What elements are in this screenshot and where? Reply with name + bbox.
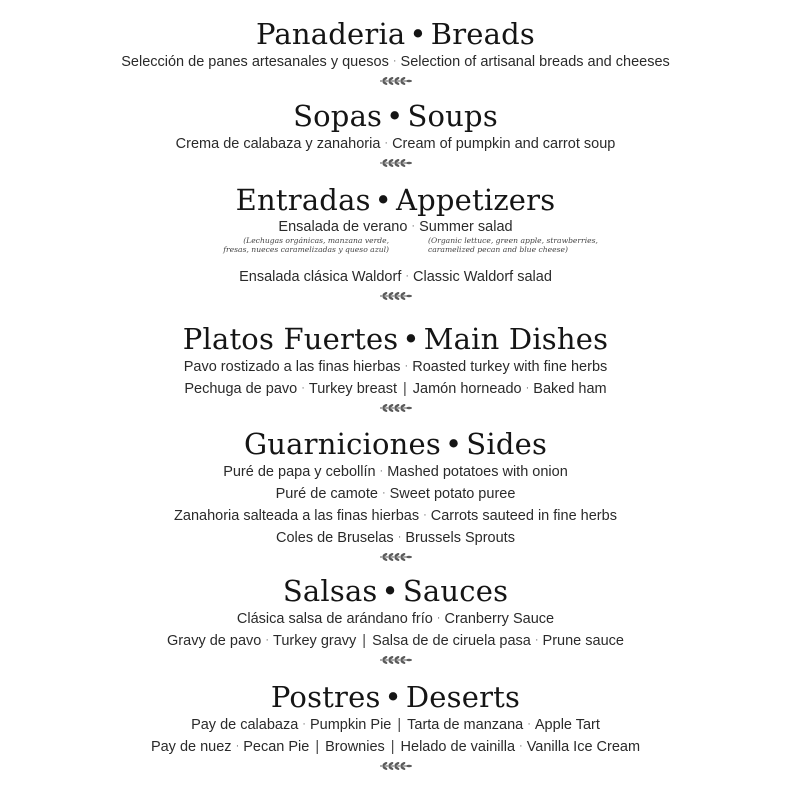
item-english: Sweet potato puree xyxy=(389,486,516,502)
pair-separator: · xyxy=(534,634,539,646)
item-spanish: Jamón horneado xyxy=(412,381,522,397)
section-title xyxy=(0,183,791,217)
description-line: fresas, nueces caramelizadas y queso azul) xyxy=(223,245,389,254)
pair-separator: · xyxy=(527,718,531,730)
item-english: Brussels Sprouts xyxy=(405,530,515,546)
title-separator: • xyxy=(381,574,399,608)
pair-separator: · xyxy=(404,360,409,372)
pair-separator: · xyxy=(381,487,386,499)
pair-separator: · xyxy=(302,718,306,730)
title-english: Sauces xyxy=(402,574,509,608)
item-english: Cranberry Sauce xyxy=(444,611,555,627)
section-sauces xyxy=(0,574,791,665)
pair-separator: · xyxy=(436,612,441,624)
section-title xyxy=(0,574,791,608)
sprig-divider-icon xyxy=(376,552,416,562)
pair-separator: · xyxy=(519,740,523,752)
menu-item xyxy=(0,608,791,630)
item-english: Cream of pumpkin and carrot soup xyxy=(392,136,616,152)
item-spanish: Ensalada de verano xyxy=(278,219,408,235)
title-spanish: Postres xyxy=(270,680,381,714)
pair-separator: · xyxy=(265,634,270,646)
item-spanish: Crema de calabaza y zanahoria xyxy=(175,136,381,152)
pair-separator: · xyxy=(397,531,402,543)
title-spanish: Sopas xyxy=(293,99,383,133)
section-title xyxy=(0,99,791,133)
item-english: Pecan Pie xyxy=(243,739,310,755)
item-english: Roasted turkey with fine herbs xyxy=(412,359,608,375)
menu-item xyxy=(0,461,791,483)
item-spanish: Coles de Bruselas xyxy=(276,530,394,546)
title-separator: • xyxy=(444,427,463,461)
title-spanish: Salsas xyxy=(282,574,378,608)
item-spanish: Pechuga de pavo xyxy=(184,381,298,397)
pair-separator: · xyxy=(423,509,427,521)
menu-item xyxy=(0,378,791,400)
item-spanish: Tarta de manzana xyxy=(407,717,524,733)
description-line: caramelized pecan and blue cheese) xyxy=(428,245,568,254)
pair-separator: · xyxy=(525,382,530,394)
menu-item xyxy=(0,356,791,378)
item-english: Classic Waldorf salad xyxy=(413,269,552,285)
title-separator: • xyxy=(409,17,427,51)
description-english xyxy=(428,236,598,254)
item-english: Prune sauce xyxy=(542,633,624,649)
title-separator: • xyxy=(384,680,402,714)
menu-item xyxy=(0,483,791,505)
item-spanish: Pavo rostizado a las finas hierbas xyxy=(183,359,401,375)
title-english: Sides xyxy=(466,427,548,461)
item-english: Vanilla Ice Cream xyxy=(526,739,641,755)
item-spanish: Pay de nuez xyxy=(150,739,232,755)
sprig-divider-icon xyxy=(376,76,416,86)
item-separator: | xyxy=(397,717,402,733)
sprig-divider-icon xyxy=(376,655,416,665)
item-english: Carrots sauteed in fine herbs xyxy=(430,508,617,524)
menu-item xyxy=(0,736,791,758)
item-spanish: Pay de calabaza xyxy=(191,717,299,733)
menu-item xyxy=(0,217,791,236)
title-english: Main Dishes xyxy=(423,322,609,356)
section-title xyxy=(0,427,791,461)
sprig-divider-icon xyxy=(376,291,416,301)
title-english: Appetizers xyxy=(395,183,556,217)
item-english: Mashed potatoes with onion xyxy=(387,464,568,480)
item-english: Pumpkin Pie xyxy=(309,717,392,733)
section-main-dishes xyxy=(0,322,791,413)
menu-item xyxy=(0,714,791,736)
item-spanish: Ensalada clásica Waldorf xyxy=(239,269,402,285)
pair-separator: · xyxy=(411,220,416,232)
section-title xyxy=(0,322,791,356)
sprig-divider-icon xyxy=(376,158,416,168)
item-description xyxy=(0,236,791,258)
section-title xyxy=(0,17,791,51)
item-english: Summer salad xyxy=(419,219,513,235)
menu-item xyxy=(0,505,791,527)
item-separator: | xyxy=(315,739,320,755)
item-english: Selection of artisanal breads and cheeses xyxy=(400,54,670,70)
title-spanish: Platos Fuertes xyxy=(182,322,399,356)
item-separator: | xyxy=(390,739,395,755)
section-soups xyxy=(0,99,791,168)
title-english: Soups xyxy=(407,99,498,133)
menu-item xyxy=(0,266,791,288)
section-appetizers xyxy=(0,183,791,301)
menu-item xyxy=(0,630,791,652)
item-separator: | xyxy=(362,633,367,649)
item-separator: | xyxy=(403,381,407,397)
menu-item xyxy=(0,133,791,155)
pair-separator: · xyxy=(384,137,389,149)
pair-separator: · xyxy=(301,382,305,394)
title-spanish: Entradas xyxy=(235,183,371,217)
item-spanish: Puré de camote xyxy=(275,486,378,502)
section-breads xyxy=(0,17,791,86)
item-spanish: Helado de vainilla xyxy=(400,739,516,755)
title-separator: • xyxy=(386,99,404,133)
item-spanish: Brownies xyxy=(325,739,385,755)
item-english: Baked ham xyxy=(533,381,607,397)
item-spanish: Gravy de pavo xyxy=(167,633,262,649)
item-spanish: Clásica salsa de arándano frío xyxy=(236,611,433,627)
title-english: Deserts xyxy=(405,680,521,714)
sprig-divider-icon xyxy=(376,761,416,771)
pair-separator: · xyxy=(392,55,397,67)
title-separator: • xyxy=(374,183,392,217)
title-spanish: Guarniciones xyxy=(243,427,441,461)
item-english: Turkey breast xyxy=(308,381,397,397)
description-line: (Organic lettuce, green apple, strawberries, xyxy=(428,236,598,245)
item-spanish: Selección de panes artesanales y quesos xyxy=(121,54,389,70)
pair-separator: · xyxy=(405,270,410,282)
sprig-divider-icon xyxy=(376,403,416,413)
description-line: (Lechugas orgánicas, manzana verde, xyxy=(243,236,389,245)
menu-item xyxy=(0,51,791,73)
section-deserts xyxy=(0,680,791,771)
section-title xyxy=(0,680,791,714)
item-english: Apple Tart xyxy=(534,717,600,733)
item-english: Turkey gravy xyxy=(273,633,357,649)
item-spanish: Salsa de de ciruela pasa xyxy=(372,633,531,649)
pair-separator: · xyxy=(379,465,384,477)
description-spanish xyxy=(223,236,389,254)
item-spanish: Puré de papa y cebollín xyxy=(223,464,376,480)
title-spanish: Panaderia xyxy=(255,17,406,51)
menu-item xyxy=(0,527,791,549)
section-sides xyxy=(0,427,791,562)
item-spanish: Zanahoria salteada a las finas hierbas xyxy=(174,508,420,524)
title-separator: • xyxy=(402,322,420,356)
title-english: Breads xyxy=(430,17,535,51)
pair-separator: · xyxy=(235,740,240,752)
